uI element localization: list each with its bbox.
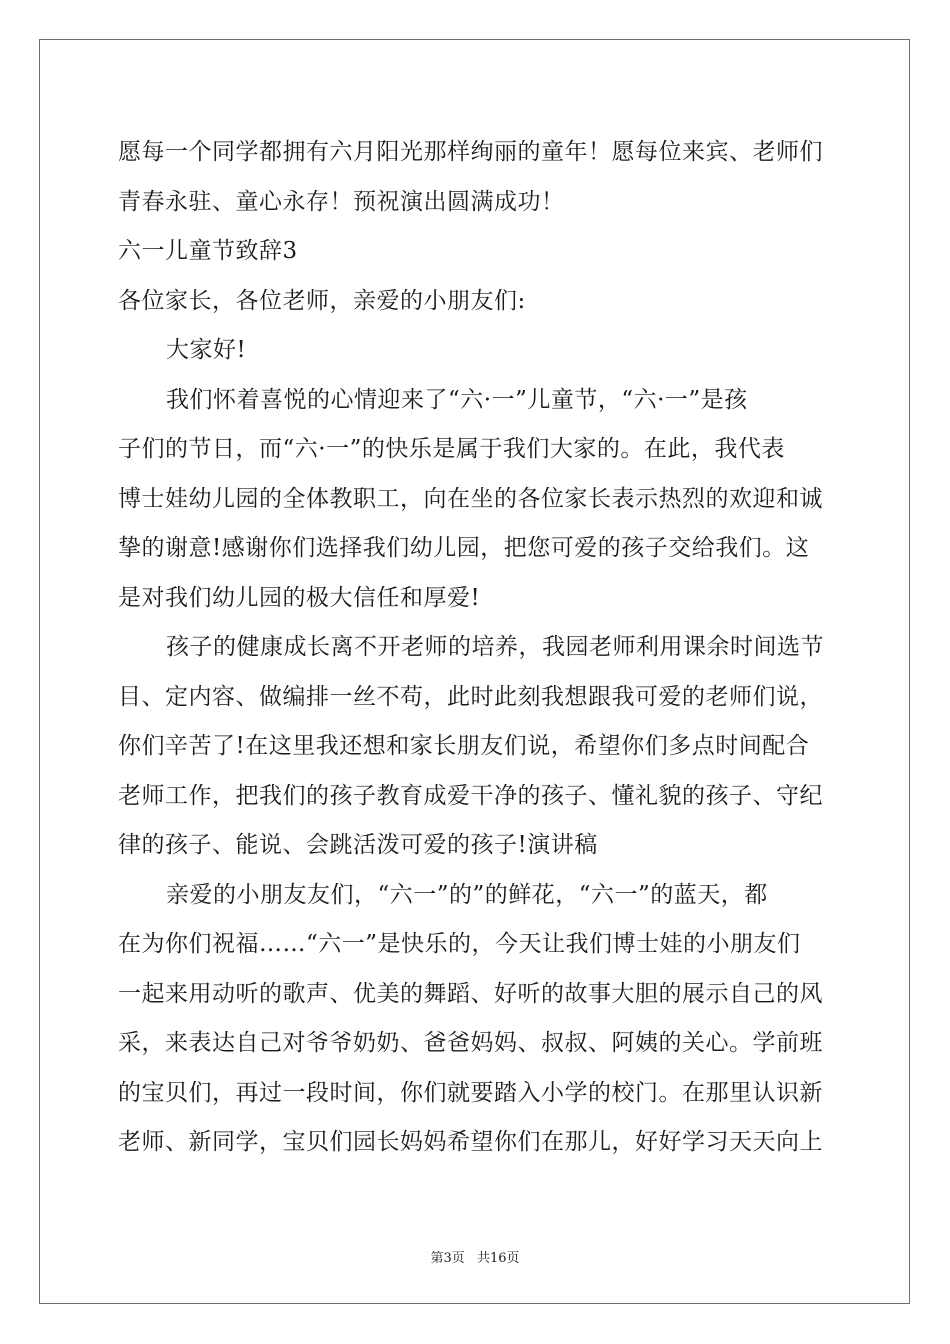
text-line: 青春永驻、童心永存！预祝演出圆满成功！ <box>118 188 565 215</box>
text-line: 愿每一个同学都拥有六月阳光那样绚丽的童年！愿每位来宾、老师们 <box>118 139 823 165</box>
text-line: 律的孩子、能说、会跳活泼可爱的孩子!演讲稿 <box>118 832 598 858</box>
text-line: 是对我们幼儿园的极大信任和厚爱! <box>118 584 481 611</box>
text-line: 你们辛苦了!在这里我还想和家长朋友们说，希望你们多点时间配合 <box>118 733 810 759</box>
text-line: 采，来表达自己对爷爷奶奶、爸爸妈妈、叔叔、阿姨的关心。学前班 <box>118 1030 823 1056</box>
text-line: 我们怀着喜悦的心情迎来了“六·一”儿童节，“六·一”是孩 <box>166 386 748 413</box>
text-line: 六一儿童节致辞3 <box>118 238 298 264</box>
text-line: 挚的谢意!感谢你们选择我们幼儿园，把您可爱的孩子交给我们。这 <box>118 535 810 561</box>
text-line: 子们的节日，而“六·一”的快乐是属于我们大家的。在此，我代表 <box>118 436 785 462</box>
text-line: 亲爱的小朋友友们，“六一”的”的鲜花，“六一”的蓝天，都 <box>166 881 768 908</box>
text-line: 一起来用动听的歌声、优美的舞蹈、好听的故事大胆的展示自己的风 <box>118 980 823 1007</box>
text-line: 老师、新同学，宝贝们园长妈妈希望你们在那儿，好好学习天天向上 <box>118 1129 823 1155</box>
text-line: 目、定内容、做编排一丝不苟，此时此刻我想跟我可爱的老师们说， <box>118 683 823 710</box>
text-line: 孩子的健康成长离不开老师的培养，我园老师利用课余时间选节 <box>166 634 824 660</box>
page-footer <box>0 1247 950 1266</box>
page-total: 共16页 <box>476 1251 520 1266</box>
text-line: 博士娃幼儿园的全体教职工，向在坐的各位家长表示热烈的欢迎和诚 <box>118 485 823 512</box>
document-body <box>118 128 838 1168</box>
text-line: 大家好! <box>166 337 247 363</box>
page-number: 第3页 <box>430 1251 465 1266</box>
text-line: 各位家长，各位老师，亲爱的小朋友们: <box>118 287 526 314</box>
text-line: 在为你们祝福……“六一”是快乐的，今天让我们博士娃的小朋友们 <box>118 931 801 957</box>
text-line: 的宝贝们，再过一段时间，你们就要踏入小学的校门。在那里认识新 <box>118 1079 823 1106</box>
text-line: 老师工作，把我们的孩子教育成爱干净的孩子、懂礼貌的孩子、守纪 <box>118 782 823 809</box>
